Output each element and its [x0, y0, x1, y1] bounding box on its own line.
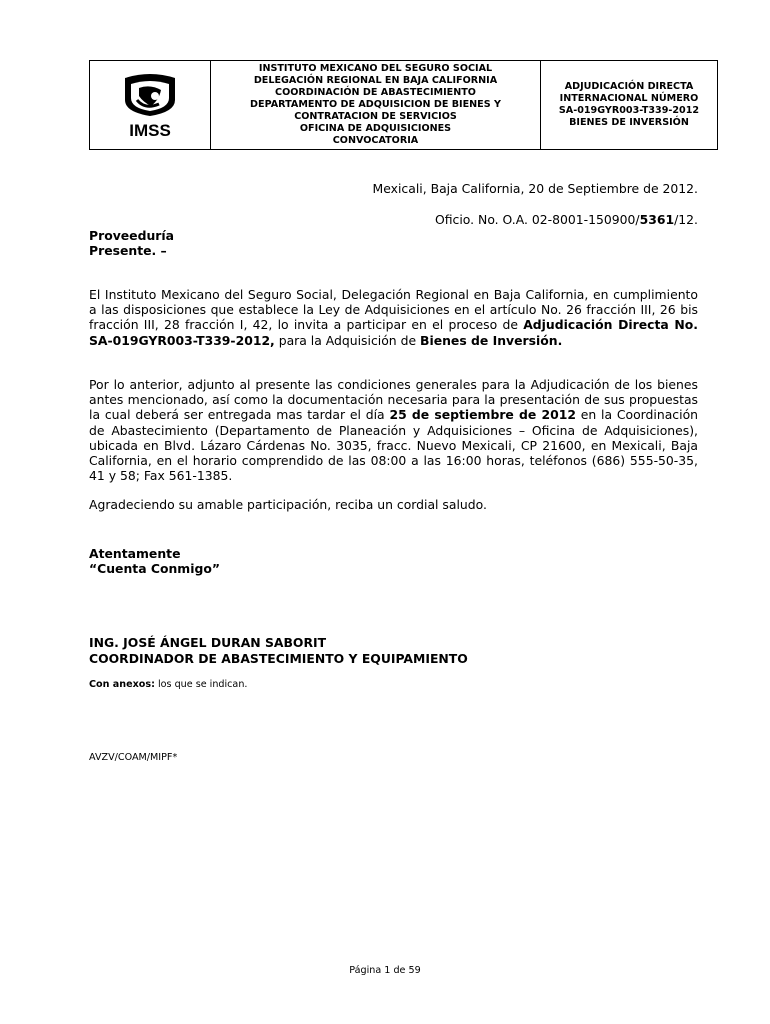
place-date: Mexicali, Baja California, 20 de Septiembre de 2012.: [372, 181, 698, 196]
annex-value: los que se indican.: [154, 679, 248, 690]
imss-logo: [115, 70, 185, 140]
header-right-line: ADJUDICACIÓN DIRECTA: [564, 81, 694, 92]
logo-text: IMSS: [129, 121, 171, 140]
header-center-line: INSTITUTO MEXICANO DEL SEGURO SOCIAL: [258, 63, 493, 74]
paragraph-1: [89, 287, 698, 348]
oficio-suffix: /12.: [674, 212, 698, 227]
paragraph-1-text-2: para la Adquisición de: [274, 332, 421, 348]
paragraph-3: Agradeciendo su amable participación, reciba un cordial saludo.: [89, 497, 487, 512]
header-right-line: BIENES DE INVERSIÓN: [569, 117, 689, 128]
header-center-line: OFICINA DE ADQUISICIONES: [299, 123, 452, 134]
present-line: Presente. –: [89, 243, 167, 258]
annex-label: Con anexos:: [89, 679, 155, 690]
paragraph-1-text: El Instituto Mexicano del Seguro Social, Delegación Regional en Baja California, en cumplimiento a las disposiciones que establece la Ley de Adquisiciones en el artículo No. 26 fracción III, 26 bis fracción III, 28 fracción I, 42, lo invita a participar en el proceso de: [89, 287, 698, 333]
paragraph-2-text: Por lo anterior, adjunto al presente las condiciones generales para la Adjudicación de los bienes antes mencionado, así como la documentación necesaria para la presentación de sus propuestas la cual deberá ser entregada mas tardar el día: [89, 377, 698, 423]
header-center-line: DELEGACIÓN REGIONAL EN BAJA CALIFORNIA: [253, 75, 498, 86]
signer-title: COORDINADOR DE ABASTECIMIENTO Y EQUIPAMIENTO: [89, 651, 468, 666]
closing: Atentamente: [89, 546, 181, 561]
header-center-line: CONVOCATORIA: [332, 135, 419, 146]
logo-cell: [90, 61, 211, 149]
header-center-line: COORDINACIÓN DE ABASTECIMIENTO: [275, 87, 476, 98]
oficio-prefix: Oficio. No. O.A. 02-8001-150900/: [435, 212, 640, 227]
oficio-bold: 5361: [639, 212, 675, 227]
header-center-cell: [211, 61, 541, 149]
motto: “Cuenta Conmigo”: [89, 561, 220, 576]
annex-line: [89, 679, 247, 691]
header-right-cell: [541, 61, 717, 149]
header-right-line: SA-019GYR003-T339-2012: [558, 105, 700, 116]
page-number: Página 1 de 59: [349, 965, 421, 976]
signer-name: ING. JOSÉ ÁNGEL DURAN SABORIT: [89, 635, 327, 650]
header-table: [89, 60, 718, 150]
paragraph-2-text-2: en la Coordinación de Abastecimiento (Departamento de Planeación y Adquisiciones – Oficina de Adquisiciones), ubicada en Blvd. Lázaro Cárdenas No. 3035, fracc. Nuevo Mexicali, CP 21600, en Mexicali, Baja California, en el horario comprendido de las 08:00 a las 16:00 horas, teléfonos (686) 555-50-35, 41 y 58; Fax 561-1385.: [89, 407, 698, 484]
recipient: Proveeduría: [89, 228, 174, 243]
header-right-line: INTERNACIONAL NÚMERO: [559, 93, 699, 104]
deadline-date: 25 de septiembre de 2012: [389, 407, 576, 423]
initials: AVZV/COAM/MIPF*: [89, 752, 178, 763]
header-center-line: CONTRATACION DE SERVICIOS: [294, 111, 457, 122]
adjudicacion-number: Adjudicación Directa No. SA-019GYR003-T339-2012,: [89, 317, 699, 348]
header-center-line: DEPARTAMENTO DE ADQUISICION DE BIENES Y: [250, 99, 501, 110]
oficio-number: [89, 212, 698, 227]
bienes-inversion: Bienes de Inversión.: [420, 332, 563, 348]
paragraph-2: [89, 377, 698, 483]
